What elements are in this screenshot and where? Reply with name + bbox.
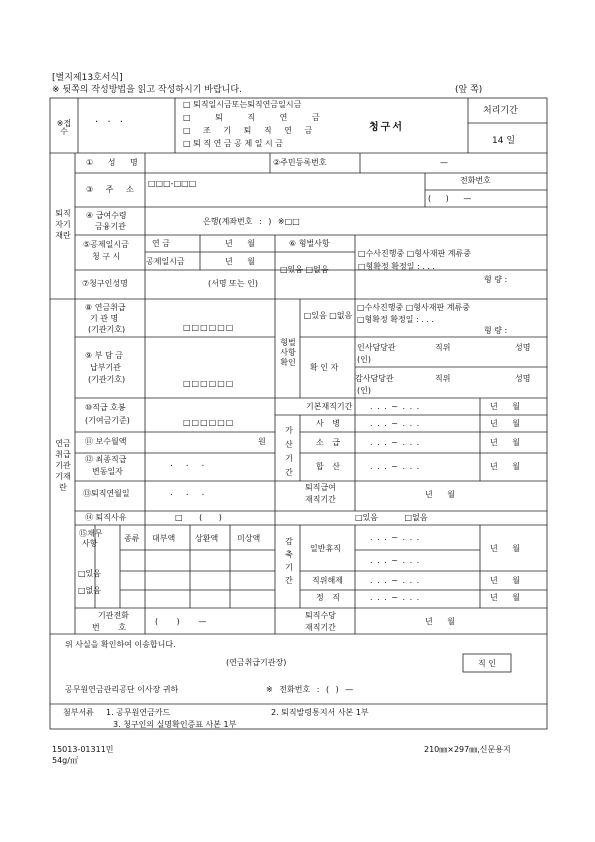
address-label: ③ 주 소 — [86, 185, 134, 194]
final-date[interactable]: . . . — [170, 459, 210, 469]
retro-range[interactable]: . . . ~ . . . — [370, 438, 420, 447]
leave-ym[interactable]: 년 월 — [490, 544, 520, 553]
hr-position[interactable]: 직위 — [435, 343, 451, 352]
general-leave-label: 일반휴직 — [310, 544, 341, 553]
salary-period-label-2: 재직기간 — [305, 495, 336, 504]
debt-no[interactable]: □없음 — [78, 586, 102, 595]
debt-col-type: 종류 — [124, 534, 140, 543]
basic-period-range[interactable]: . . . ~ . . . — [370, 402, 420, 411]
crim-status[interactable]: □수사진행중 □형사재판 계류중 — [357, 303, 470, 312]
hr-seal[interactable]: (인) — [357, 355, 371, 364]
claimant-sign-label: ⑦청구인성명 — [82, 279, 128, 288]
deduction-lump-date[interactable]: 년 월 — [225, 257, 255, 266]
form-number: [별지제13호서식] — [52, 73, 123, 83]
rank-label-1: ⑩직급 호봉 — [85, 403, 126, 412]
audit-name[interactable]: 성명 — [515, 374, 531, 383]
leave-range-2[interactable]: . . . ~ . . . — [370, 556, 420, 565]
option-lump-sum[interactable]: □ 퇴직일시금또는퇴직연금일시금 — [183, 100, 302, 109]
pension-date[interactable]: 년 월 — [225, 239, 255, 248]
confirm-statement: 위 사실을 확인하여 이송합니다. — [65, 640, 176, 649]
basic-ym[interactable]: 년 월 — [490, 402, 520, 411]
retro-label: 소 급 — [316, 438, 340, 447]
criminal-label: ⑥ 형벌사항 — [289, 239, 330, 248]
criminal-confirm[interactable]: □형확정 확정일 : . . . — [358, 262, 435, 271]
receipt-date[interactable]: . . . — [95, 114, 126, 125]
attachment-1: 1. 공무원연금카드 — [106, 708, 171, 717]
audit-officer: 감사담당관 — [355, 374, 394, 383]
name-label: ① 성 명 — [86, 158, 138, 167]
deduction-label-2: 청 구 시 — [92, 252, 121, 261]
salary-period-label-1: 퇴직급여 — [305, 483, 336, 492]
total-label: 합 산 — [316, 462, 340, 471]
pay-label-3: (기관기호) — [88, 375, 126, 384]
salary-period-ym[interactable]: 년 월 — [425, 490, 455, 499]
period-value: 14 일 — [492, 136, 516, 146]
rrn-dash[interactable]: — — [440, 158, 448, 167]
total-ym[interactable]: 년 월 — [490, 462, 520, 471]
allowance-ym[interactable]: 년 월 — [425, 617, 455, 626]
criminal-yesno[interactable]: □있음 □없음 — [280, 265, 329, 274]
criminal-sentence[interactable]: 형 량 : — [484, 275, 508, 284]
debt-col-loan: 대부액 — [152, 534, 176, 543]
crim-section-label: 형벌사항확인 — [280, 338, 296, 367]
debt-yes[interactable]: □있음 — [78, 569, 102, 578]
confirmer-label: 확 인 자 — [310, 363, 339, 372]
confirm-phone[interactable]: ※ 전화번호 : ( ) — — [266, 685, 354, 694]
dismissal-ym[interactable]: 년 월 — [490, 576, 520, 585]
retire-reason-label: ⑭ 퇴직사유 — [85, 513, 127, 522]
audit-position[interactable]: 직위 — [435, 374, 451, 383]
bank-account[interactable]: 은행(계좌번호 : ) ※□□ — [203, 217, 300, 226]
won-unit: 원 — [258, 437, 266, 446]
suspension-ym[interactable]: 년 월 — [490, 593, 520, 602]
attachment-2: 2. 퇴직발령통지서 사본 1부 — [271, 708, 369, 717]
page-side: (앞 쪽) — [455, 85, 483, 95]
claimant-sign-hint[interactable]: (서명 또는 인) — [208, 279, 258, 288]
retire-date-label: ⑬퇴직연월일 — [83, 489, 130, 498]
military-range[interactable]: . . . ~ . . . — [370, 419, 420, 428]
attachments-label: 첨부서류 — [63, 708, 94, 717]
debt-col-repaid: 상환액 — [195, 534, 219, 543]
official-seal[interactable]: 직 인 — [478, 659, 496, 668]
crim-yesno[interactable]: □있음 □없음 — [303, 311, 353, 320]
debt-col-unpaid: 미상액 — [237, 534, 261, 543]
dismissal-label: 직위해제 — [312, 576, 343, 585]
pay-label-1: ⑨ 부 담 금 — [85, 351, 123, 360]
reduction-label: 감축기간 — [285, 537, 293, 585]
footer-paper-weight: 54g/㎡ — [52, 756, 78, 765]
instruction-note: ※ 뒷쪽의 작성방법을 읽고 작성하시기 바랍니다. — [52, 85, 242, 95]
basic-period-label: 기본재직기간 — [306, 402, 353, 411]
org-code-boxes[interactable]: □□□□□□ — [183, 323, 235, 332]
pay-label-2: 납부기관 — [90, 363, 121, 372]
rank-code-boxes[interactable]: □□□□□□ — [183, 418, 235, 427]
pension-label: 연 금 — [152, 239, 170, 248]
final-label-1: ⑫ 최종직급 — [85, 455, 127, 464]
suspension-label: 정 직 — [316, 593, 340, 602]
allowance-label-1: 퇴직수당 — [305, 611, 336, 620]
receipt-label: ※접수 — [56, 119, 72, 136]
bank-label-1: ④ 급여수령 — [86, 211, 127, 220]
phone-label: 전화번호 — [460, 176, 491, 185]
form-title: 청구서 — [369, 122, 404, 133]
add-period-label: 가산기간 — [285, 426, 293, 477]
rrn-label: ②주민등록번호 — [273, 158, 327, 167]
leave-range-1[interactable]: . . . ~ . . . — [370, 533, 420, 542]
bank-label-2: 금융기관 — [95, 222, 126, 231]
org-label-1: ⑧ 연금취급 — [85, 303, 126, 312]
org-label-2: 기 관 명 — [90, 314, 119, 323]
deduction-lump-label: 공제일시금 — [146, 257, 185, 266]
retire-reason-value[interactable]: □ ( ) — [175, 513, 222, 522]
org-phone-label-2: 번 호 — [92, 623, 126, 632]
org-label-3: (기관기호) — [88, 325, 126, 334]
footer-code: 15013-01311민 — [52, 745, 114, 754]
org-phone-label-1: 기관전화 — [98, 611, 129, 620]
military-label: 사 병 — [316, 419, 340, 428]
agency-section-label: 연금취급기관기재란 — [55, 439, 71, 492]
retiree-section-label: 퇴직자기재란 — [55, 209, 71, 240]
debt-label-1: ⑮채무 — [79, 529, 103, 538]
crim-sentence[interactable]: 형 량 : — [484, 326, 508, 335]
deduction-label-1: ⑤공제일시금 — [83, 240, 129, 249]
agency-head: (연금취급기관장) — [226, 658, 287, 667]
hr-officer: 인사담당관 — [357, 343, 396, 352]
reduction-yesno[interactable]: □있음 □없음 — [355, 513, 428, 522]
phone-value[interactable]: ( ) — — [428, 194, 472, 203]
option-deduction-lump[interactable]: □ 퇴 직 연 금 공 제 일 시 금 — [183, 139, 283, 148]
retro-ym[interactable]: 년 월 — [490, 438, 520, 447]
org-phone-value[interactable]: ( ) — — [155, 617, 207, 626]
debt-label-2: 사항 — [82, 539, 98, 548]
final-label-2: 변동일자 — [92, 467, 123, 476]
footer-paper-size: 210㎜×297㎜,신문용지 — [424, 745, 511, 754]
period-label: 처리기간 — [483, 106, 518, 116]
criminal-status[interactable]: □수사진행중 □형사재판 계류중 — [358, 249, 471, 258]
military-ym[interactable]: 년 월 — [490, 419, 520, 428]
rank-label-2: (기여금기준) — [85, 416, 130, 425]
recipient: 공무원연금관리공단 이사장 귀하 — [65, 685, 179, 694]
hr-name[interactable]: 성명 — [515, 343, 531, 352]
allowance-label-2: 재직기간 — [305, 623, 336, 632]
retire-date[interactable]: . . . — [170, 488, 210, 498]
option-pension[interactable]: □ 퇴 직 연 금 — [183, 113, 320, 122]
crim-confirm[interactable]: □형확정 확정일 : . . . — [357, 315, 434, 324]
audit-seal[interactable]: (인) — [357, 386, 371, 395]
pay-amount-label: ⑪ 보수월액 — [85, 437, 127, 446]
suspension-range[interactable]: . . . ~ . . . — [370, 593, 420, 602]
attachment-3: 3. 청구인의 실명확인증표 사본 1부 — [113, 720, 237, 729]
total-range[interactable]: . . . ~ . . . — [370, 462, 420, 471]
pay-code-boxes[interactable]: □□□□□□ — [183, 379, 235, 388]
dismissal-range[interactable]: . . . ~ . . . — [370, 576, 420, 585]
address-postcode[interactable]: □□□-□□□ — [148, 179, 197, 188]
option-early-pension[interactable]: □ 조 기 퇴 직 연 금 — [183, 126, 313, 135]
